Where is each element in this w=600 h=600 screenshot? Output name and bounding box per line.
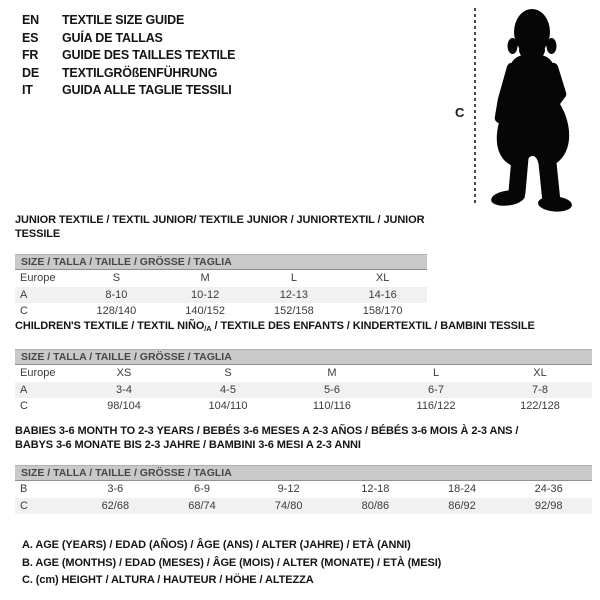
language-header (22, 12, 235, 100)
row-label: C (20, 499, 28, 512)
lang-code: DE (22, 65, 39, 80)
baby-silhouette-icon (478, 2, 600, 214)
table-row (15, 303, 427, 320)
table-cell: 152/158 (273, 305, 314, 317)
height-dashed-line (474, 8, 476, 206)
table-cell: 80/86 (361, 499, 390, 512)
lang-row-it (22, 82, 235, 100)
table-cell: 158/170 (362, 305, 403, 317)
size-header-bar: SIZE / TALLA / TAILLE / GRÖSSE / TAGLIA (15, 349, 592, 365)
table-row (15, 287, 427, 304)
table-row (15, 382, 592, 399)
lang-title: GUIDE DES TAILLES TEXTILE (62, 48, 236, 62)
lang-code: ES (22, 30, 39, 45)
table-title: JUNIOR TEXTILE / TEXTIL JUNIOR/ TEXTILE JUNIOR / JUNIORTEXTIL / JUNIOR TESSILE (15, 214, 425, 240)
table-cell: 86/92 (448, 499, 476, 512)
table-cell: 122/128 (520, 400, 560, 412)
table-cell: 9-12 (277, 483, 300, 495)
table-cell: 62/68 (101, 499, 130, 512)
lang-code: IT (22, 83, 33, 97)
size-header-bar: SIZE / TALLA / TAILLE / GRÖSSE / TAGLIA (15, 465, 592, 481)
table-row (15, 398, 592, 415)
table-cell: 8-10 (105, 288, 128, 301)
table-cell: 3-4 (116, 383, 132, 396)
table-cell: XL (375, 272, 390, 284)
footnote-b: B. AGE (MONTHS) / EDAD (MESES) / ÂGE (MOIS) / ALTER (MONATE) / ETÀ (MESI) (22, 556, 442, 569)
table-cell: 10-12 (191, 288, 220, 301)
row-label: C (20, 400, 28, 412)
table-cell: 92/98 (534, 499, 563, 512)
table-row (15, 365, 592, 382)
height-label-c: C (455, 105, 465, 120)
table-cell: 74/80 (274, 499, 303, 512)
table-cell: L (432, 367, 440, 379)
footnote-a: A. AGE (YEARS) / EDAD (AÑOS) / ÂGE (ANS) / ALTER (JAHRE) / ETÀ (ANNI) (22, 539, 411, 551)
lang-row-de (22, 65, 235, 83)
table-cell: XL (533, 367, 547, 379)
table-cell: 68/74 (188, 499, 216, 512)
table-cell: M (327, 367, 337, 379)
lang-title: GUIDA ALLE TAGLIE TESSILI (62, 83, 232, 97)
row-label: C (20, 305, 28, 317)
table-cell: L (290, 272, 297, 284)
table-cell: 128/140 (96, 305, 137, 317)
row-label: A (20, 288, 28, 301)
row-label: A (20, 383, 28, 396)
table-title: BABIES 3-6 MONTH TO 2-3 YEARS / BEBÉS 3-6 MESES A 2-3 AÑOS / BÉBÉS 3-6 MOIS À 2-3 ANS / BABYS 3-6 MONATE BIS 2-3 JAHRE / BAMBINI 3-6 MESI A 2-3 ANNI (15, 425, 519, 451)
size-header-bar: SIZE / TALLA / TAILLE / GRÖSSE / TAGLIA (15, 254, 427, 270)
lang-row-fr (22, 47, 235, 65)
lang-title: TEXTILE SIZE GUIDE (62, 13, 185, 27)
table-cell: 14-16 (368, 288, 397, 301)
lang-row-en (22, 12, 235, 30)
table-title: CHILDREN'S TEXTILE / TEXTIL $NIÑO_{/A}$ / TEXTILE DES ENFANTS / KINDERTEXTIL / BAMBINI TESSILE (15, 320, 535, 333)
table-cell: 7-8 (532, 383, 548, 396)
children-size-table (15, 319, 592, 415)
lang-code: EN (22, 13, 39, 27)
lang-code: FR (22, 48, 39, 62)
row-label: B (20, 483, 28, 495)
table-row (15, 481, 592, 498)
table-cell: XS (116, 367, 132, 379)
table-cell: 140/152 (185, 305, 225, 317)
table-cell: 3-6 (107, 483, 124, 495)
table-cell: 5-6 (324, 383, 340, 396)
table-cell: 12-13 (279, 288, 308, 301)
footnotes (22, 537, 441, 590)
row-label: Europe (20, 367, 56, 379)
table-cell: 116/122 (416, 400, 456, 412)
table-cell: 4-5 (220, 383, 236, 396)
table-row (15, 498, 592, 515)
lang-title: GUÍA DE TALLAS (62, 30, 163, 45)
row-label: Europe (20, 272, 56, 284)
table-cell: 98/104 (107, 400, 141, 412)
footnote-c: C. (cm) HEIGHT / ALTURA / HAUTEUR / HÖHE / ALTEZZA (22, 574, 314, 586)
table-cell: 18-24 (447, 483, 477, 495)
table-cell: 6-7 (428, 383, 444, 396)
table-cell: S (224, 367, 232, 379)
table-cell: 12-18 (361, 483, 390, 495)
table-cell: 24-36 (534, 483, 563, 495)
table-cell: M (200, 272, 210, 284)
lang-title: TEXTILGRÖßENFÜHRUNG (62, 65, 218, 80)
table-cell: 104/110 (208, 400, 248, 412)
table-cell: 6-9 (194, 483, 210, 495)
babies-size-table (15, 424, 592, 514)
table-row (15, 270, 427, 287)
junior-size-table (15, 213, 427, 320)
lang-row-es (22, 30, 235, 48)
table-cell: 110/116 (312, 400, 352, 412)
table-cell: S (112, 272, 121, 284)
